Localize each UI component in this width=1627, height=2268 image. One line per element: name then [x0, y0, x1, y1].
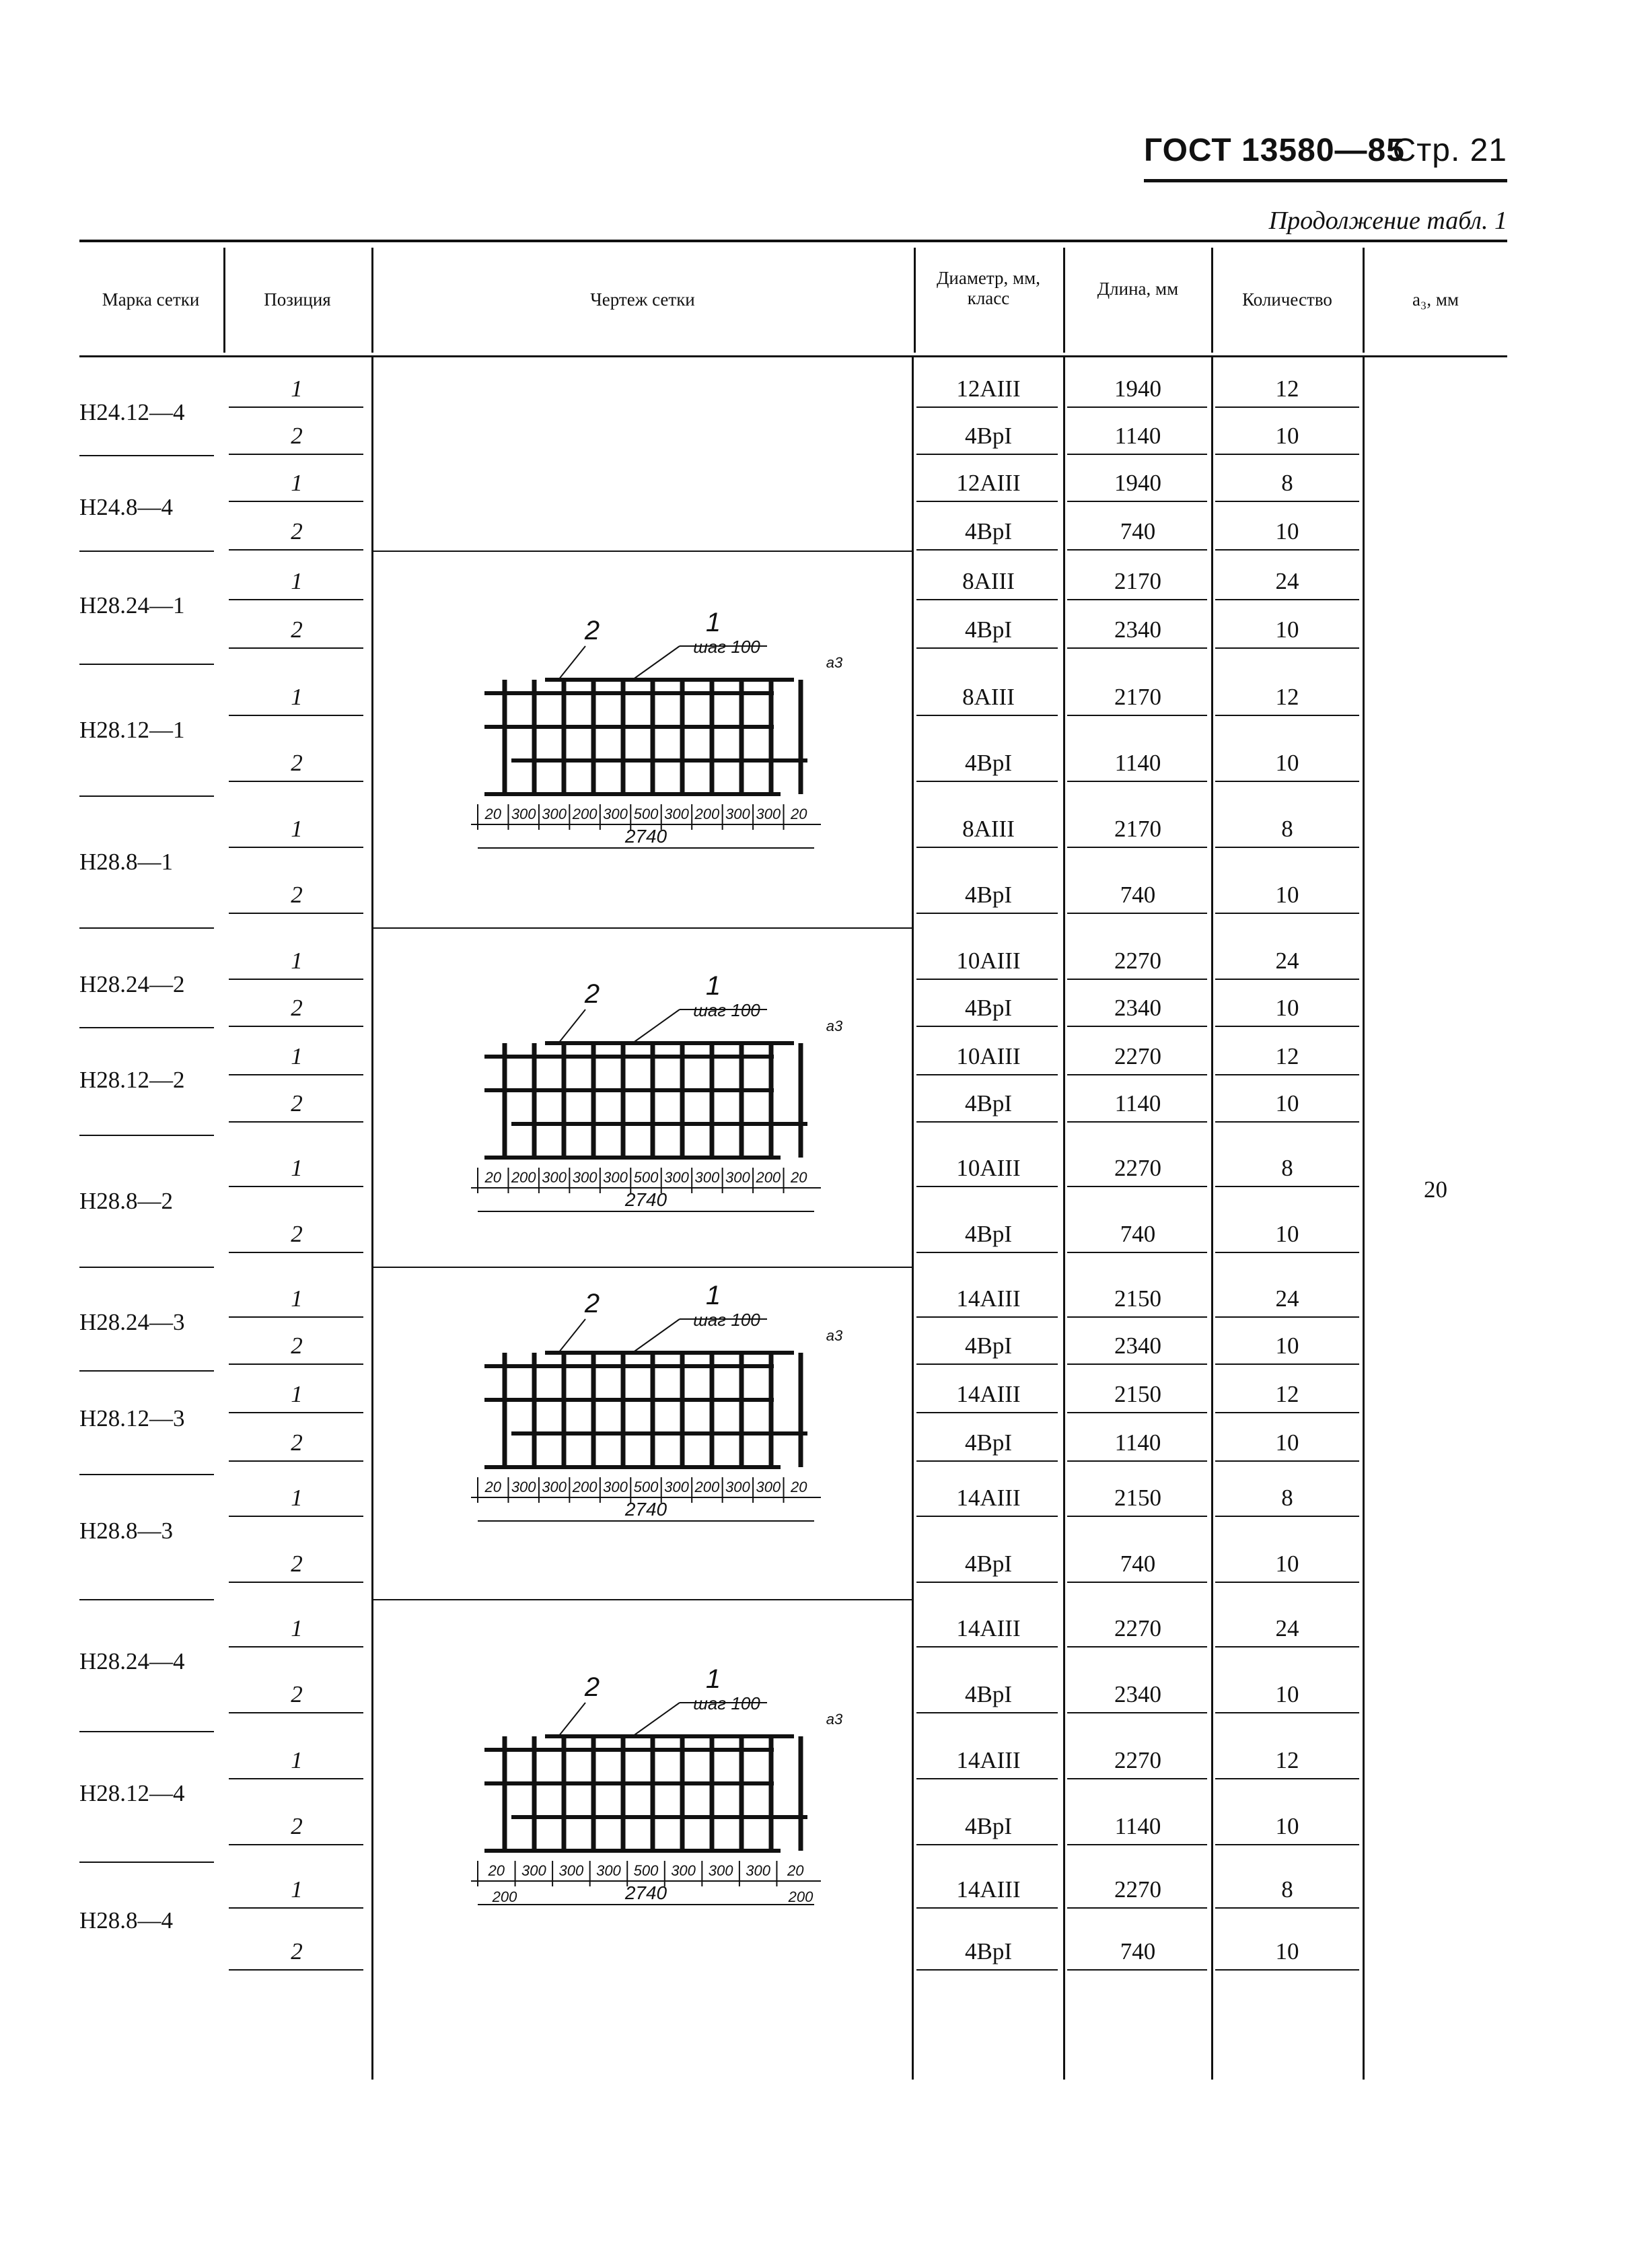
callout-a3: a3 [826, 654, 843, 671]
dimension-value: 300 [756, 1479, 781, 1495]
dimension-value: 20 [791, 1169, 807, 1186]
dimension-value: 300 [664, 1169, 689, 1186]
item-count: 10 [1275, 1221, 1299, 1247]
dimension-value: 300 [572, 1169, 598, 1186]
item-diameter: 8AIII [962, 816, 1015, 842]
mesh-mark: Н28.24—4 [79, 1648, 185, 1674]
item-count: 10 [1275, 1681, 1299, 1707]
callout-a3: a3 [826, 1327, 843, 1344]
item-diameter: 4BpI [965, 423, 1012, 449]
item-count: 10 [1275, 1551, 1299, 1577]
dimension-value: 300 [511, 1479, 536, 1495]
col-header-a3: a₃, мм [1412, 289, 1459, 310]
item-diameter: 4BpI [965, 1221, 1012, 1247]
dimension-value: 300 [542, 1479, 567, 1495]
callout-step: шаг 100 [693, 637, 760, 657]
dimension-value: 300 [521, 1862, 546, 1879]
item-length: 2340 [1114, 995, 1161, 1021]
col-header-count: Количество [1242, 289, 1332, 310]
dimension-value: 200 [492, 1888, 517, 1905]
item-position: 1 [291, 376, 303, 402]
item-diameter: 4BpI [965, 995, 1012, 1021]
item-diameter: 10AIII [956, 948, 1021, 974]
item-diameter: 4BpI [965, 750, 1012, 776]
mesh-mark: Н28.12—2 [79, 1067, 185, 1093]
dimension-value: 20 [484, 1479, 501, 1495]
dimension-value: 20 [791, 806, 807, 822]
item-diameter: 14AIII [956, 1747, 1021, 1773]
item-position: 1 [291, 1381, 303, 1407]
dimension-value: 20 [484, 806, 501, 822]
item-length: 740 [1120, 882, 1156, 908]
callout-pos-2: 2 [584, 616, 600, 645]
item-length: 2150 [1114, 1485, 1161, 1511]
callout-pos-1: 1 [705, 971, 721, 1001]
dimension-value: 300 [542, 806, 567, 822]
callout-pos-2: 2 [584, 979, 600, 1009]
total-length: 2740 [624, 1189, 667, 1210]
item-diameter: 4BpI [965, 616, 1012, 643]
item-length: 1140 [1114, 1429, 1161, 1456]
item-count: 24 [1275, 568, 1299, 594]
item-count: 10 [1275, 750, 1299, 776]
item-position: 2 [291, 616, 303, 643]
item-length: 2170 [1114, 816, 1161, 842]
item-diameter: 10AIII [956, 1155, 1021, 1181]
dimension-value: 200 [572, 806, 598, 822]
callout-step: шаг 100 [693, 1000, 760, 1020]
item-count: 8 [1281, 470, 1293, 496]
item-position: 1 [291, 470, 303, 496]
item-length: 1140 [1114, 1813, 1161, 1839]
item-length: 1140 [1114, 423, 1161, 449]
dimension-value: 500 [633, 1862, 659, 1879]
leader-line [558, 1319, 585, 1353]
dimension-value: 20 [791, 1479, 807, 1495]
item-position: 1 [291, 1043, 303, 1069]
item-position: 2 [291, 750, 303, 776]
leader-line [632, 1009, 680, 1043]
mesh-mark: Н28.24—2 [79, 971, 185, 997]
callout-a3: a3 [826, 1018, 843, 1034]
total-length: 2740 [624, 1882, 667, 1903]
item-position: 2 [291, 1429, 303, 1456]
dimension-value: 300 [511, 806, 536, 822]
mesh-mark: Н28.8—4 [79, 1907, 174, 1934]
item-length: 2170 [1114, 684, 1161, 710]
item-position: 1 [291, 816, 303, 842]
item-diameter: 8AIII [962, 568, 1015, 594]
item-count: 12 [1275, 1747, 1299, 1773]
dimension-value: 300 [671, 1862, 696, 1879]
leader-line [632, 646, 680, 680]
table-continuation: Продолжение табл. 1 [1268, 207, 1507, 235]
total-length: 2740 [624, 826, 667, 847]
dimension-value: 300 [596, 1862, 621, 1879]
item-diameter: 14AIII [956, 1285, 1021, 1312]
item-count: 10 [1275, 616, 1299, 643]
item-length: 2170 [1114, 568, 1161, 594]
item-count: 12 [1275, 1043, 1299, 1069]
item-length: 1140 [1114, 750, 1161, 776]
item-diameter: 12AIII [956, 376, 1021, 402]
item-count: 24 [1275, 948, 1299, 974]
item-position: 2 [291, 995, 303, 1021]
item-count: 8 [1281, 1485, 1293, 1511]
item-length: 2150 [1114, 1285, 1161, 1312]
dimension-value: 200 [788, 1888, 814, 1905]
item-count: 10 [1275, 1333, 1299, 1359]
dimension-value: 300 [664, 1479, 689, 1495]
col-header-mark: Марка сетки [102, 289, 200, 310]
item-count: 8 [1281, 1155, 1293, 1181]
item-length: 2270 [1114, 1615, 1161, 1641]
item-count: 10 [1275, 1090, 1299, 1117]
item-length: 740 [1120, 1551, 1156, 1577]
item-diameter: 14AIII [956, 1876, 1021, 1903]
leader-line [632, 1319, 680, 1353]
item-count: 10 [1275, 423, 1299, 449]
dimension-value: 300 [603, 1169, 628, 1186]
dimension-value: 200 [511, 1169, 536, 1186]
col-header-position: Позиция [264, 289, 331, 310]
mesh-mark: Н28.12—1 [79, 717, 185, 743]
item-diameter: 4BpI [965, 1938, 1012, 1964]
item-count: 24 [1275, 1615, 1299, 1641]
callout-pos-2: 2 [584, 1289, 600, 1318]
callout-step: шаг 100 [693, 1310, 760, 1330]
item-diameter: 4BpI [965, 518, 1012, 544]
dimension-value: 200 [694, 806, 720, 822]
item-length: 2270 [1114, 1747, 1161, 1773]
item-diameter: 4BpI [965, 1681, 1012, 1707]
item-diameter: 12AIII [956, 470, 1021, 496]
dimension-value: 300 [664, 806, 689, 822]
item-diameter: 8AIII [962, 684, 1015, 710]
item-diameter: 4BpI [965, 1333, 1012, 1359]
item-position: 1 [291, 1747, 303, 1773]
item-position: 2 [291, 1090, 303, 1117]
mesh-mark: Н28.8—3 [79, 1518, 174, 1544]
item-position: 2 [291, 423, 303, 449]
dimension-value: 300 [725, 1479, 750, 1495]
callout-pos-1: 1 [705, 1281, 721, 1310]
item-position: 2 [291, 1681, 303, 1707]
item-length: 2270 [1114, 1876, 1161, 1903]
callout-pos-1: 1 [705, 1664, 721, 1694]
item-position: 2 [291, 1221, 303, 1247]
item-length: 2340 [1114, 1333, 1161, 1359]
item-length: 2150 [1114, 1381, 1161, 1407]
mesh-mark: Н24.8—4 [79, 494, 174, 520]
total-length: 2740 [624, 1499, 667, 1520]
item-position: 2 [291, 1938, 303, 1964]
dimension-value: 300 [603, 1479, 628, 1495]
callout-pos-1: 1 [705, 608, 721, 637]
page-number: Стр. 21 [1392, 133, 1507, 168]
item-diameter: 4BpI [965, 1551, 1012, 1577]
dimension-value: 300 [603, 806, 628, 822]
item-count: 12 [1275, 684, 1299, 710]
item-position: 1 [291, 1876, 303, 1903]
item-length: 2270 [1114, 1155, 1161, 1181]
col-header-length: Длина, мм [1097, 279, 1179, 299]
dimension-value: 300 [725, 1169, 750, 1186]
mesh-mark: Н28.8—2 [79, 1188, 174, 1214]
item-position: 1 [291, 948, 303, 974]
item-diameter: 4BpI [965, 1429, 1012, 1456]
item-count: 8 [1281, 1876, 1293, 1903]
item-count: 10 [1275, 1813, 1299, 1839]
item-length: 740 [1120, 518, 1156, 544]
leader-line [558, 1703, 585, 1736]
item-length: 2340 [1114, 616, 1161, 643]
item-diameter: 14AIII [956, 1381, 1021, 1407]
dimension-value: 300 [725, 806, 750, 822]
col-header-diameter: Диаметр, мм, класс [937, 268, 1040, 308]
mesh-mark: Н28.12—3 [79, 1405, 185, 1431]
mesh-mark: Н28.24—1 [79, 592, 185, 618]
item-count: 12 [1275, 376, 1299, 402]
dimension-value: 500 [633, 1479, 659, 1495]
mesh-mark: Н24.12—4 [79, 399, 185, 425]
a3-value: 20 [1424, 1176, 1447, 1203]
item-position: 2 [291, 1813, 303, 1839]
item-count: 10 [1275, 995, 1299, 1021]
item-length: 740 [1120, 1221, 1156, 1247]
item-position: 1 [291, 1285, 303, 1312]
item-length: 1140 [1114, 1090, 1161, 1117]
dimension-value: 500 [633, 806, 659, 822]
leader-line [558, 646, 585, 680]
item-length: 2340 [1114, 1681, 1161, 1707]
dimension-value: 200 [572, 1479, 598, 1495]
item-length: 740 [1120, 1938, 1156, 1964]
dimension-value: 300 [756, 806, 781, 822]
dimension-value: 20 [787, 1862, 804, 1879]
item-count: 24 [1275, 1285, 1299, 1312]
item-length: 2270 [1114, 948, 1161, 974]
dimension-value: 20 [488, 1862, 505, 1879]
item-count: 8 [1281, 816, 1293, 842]
dimension-value: 200 [756, 1169, 781, 1186]
item-position: 1 [291, 1615, 303, 1641]
callout-a3: a3 [826, 1711, 843, 1728]
mesh-mark: Н28.12—4 [79, 1780, 185, 1806]
item-position: 1 [291, 568, 303, 594]
dimension-value: 300 [746, 1862, 771, 1879]
item-diameter: 4BpI [965, 882, 1012, 908]
item-count: 10 [1275, 882, 1299, 908]
item-count: 10 [1275, 1429, 1299, 1456]
item-diameter: 4BpI [965, 1090, 1012, 1117]
item-diameter: 10AIII [956, 1043, 1021, 1069]
item-position: 2 [291, 882, 303, 908]
item-position: 1 [291, 1485, 303, 1511]
leader-line [632, 1703, 680, 1736]
item-length: 1940 [1114, 470, 1161, 496]
item-diameter: 4BpI [965, 1813, 1012, 1839]
dimension-value: 20 [484, 1169, 501, 1186]
callout-pos-2: 2 [584, 1672, 600, 1702]
item-position: 2 [291, 1551, 303, 1577]
dimension-value: 500 [633, 1169, 659, 1186]
item-count: 10 [1275, 1938, 1299, 1964]
item-length: 1940 [1114, 376, 1161, 402]
item-position: 1 [291, 1155, 303, 1181]
item-diameter: 14AIII [956, 1615, 1021, 1641]
dimension-value: 200 [694, 1479, 720, 1495]
item-length: 2270 [1114, 1043, 1161, 1069]
callout-step: шаг 100 [693, 1693, 760, 1713]
dimension-value: 300 [542, 1169, 567, 1186]
dimension-value: 300 [708, 1862, 733, 1879]
item-count: 10 [1275, 518, 1299, 544]
item-position: 1 [291, 684, 303, 710]
item-position: 2 [291, 1333, 303, 1359]
item-position: 2 [291, 518, 303, 544]
item-diameter: 14AIII [956, 1485, 1021, 1511]
item-count: 12 [1275, 1381, 1299, 1407]
mesh-mark: Н28.8—1 [79, 849, 174, 875]
dimension-value: 300 [694, 1169, 720, 1186]
doc-number: ГОСТ 13580—85 [1144, 133, 1405, 168]
leader-line [558, 1009, 585, 1043]
dimension-value: 300 [558, 1862, 584, 1879]
mesh-mark: Н28.24—3 [79, 1309, 185, 1335]
col-header-drawing: Чертеж сетки [590, 289, 695, 310]
